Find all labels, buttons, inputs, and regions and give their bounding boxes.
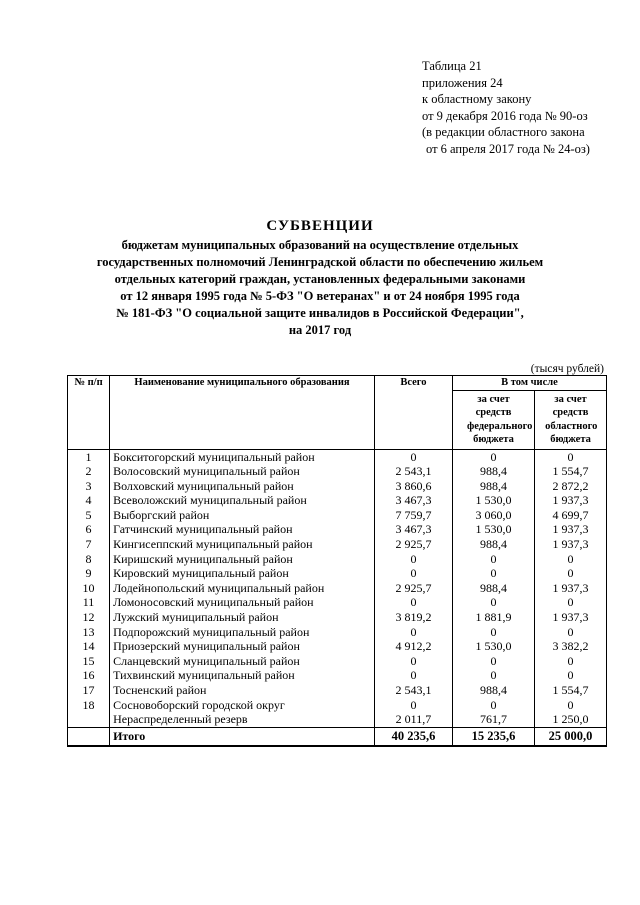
table-row [68,522,607,537]
cell-name: Подпорожский муниципальный район [110,625,375,640]
cell-reg: 0 [535,566,607,581]
cell-reg: 0 [535,654,607,669]
cell-total: 0 [374,552,452,567]
cell-fed: 1 530,0 [452,522,534,537]
cell-reg: 2 872,2 [535,479,607,494]
cell-reg: 1 937,3 [535,610,607,625]
title-line: отдельных категорий граждан, установленных федеральными законами [114,272,526,286]
cell-name: Гатчинский муниципальный район [110,522,375,537]
annotation-line: к областному закону [422,92,532,106]
cell-total: 4 912,2 [374,639,452,654]
cell-fed: 1 530,0 [452,493,534,508]
title-line: от 12 января 1995 года № 5-ФЗ "О ветеранах" и от 24 ноября 1995 года [120,289,520,303]
title-line: № 181-ФЗ "О социальной защите инвалидов в Российской Федерации", [116,306,524,320]
table-row [68,668,607,683]
cell-name: Лодейнопольский муниципальный район [110,581,375,596]
table-row [68,683,607,698]
table-row [68,464,607,479]
cell-reg: 0 [535,668,607,683]
cell-num: 4 [68,493,110,508]
cell-total: 0 [374,595,452,610]
cell-reg: 4 699,7 [535,508,607,523]
cell-num: 2 [68,464,110,479]
cell-fed: 0 [452,449,534,464]
table-row [68,639,607,654]
cell-reg: 1 937,3 [535,581,607,596]
cell-fed: 988,4 [452,683,534,698]
header-num: № п/п [68,376,110,450]
cell-num: 17 [68,683,110,698]
table-row [68,610,607,625]
cell-reg: 1 554,7 [535,464,607,479]
units-label: (тысяч рублей) [530,363,604,375]
table-row [68,581,607,596]
cell-num: 3 [68,479,110,494]
cell-total: 7 759,7 [374,508,452,523]
cell-total: 3 860,6 [374,479,452,494]
cell-total: 0 [374,668,452,683]
table-row [68,698,607,713]
cell-reg: 0 [535,552,607,567]
table-row [68,449,607,464]
cell-fed: 0 [452,566,534,581]
cell-reg: 1 937,3 [535,522,607,537]
cell-name: Бокситогорский муниципальный район [110,449,375,464]
cell-num: 18 [68,698,110,713]
cell-fed: 0 [452,698,534,713]
cell-fed: 0 [452,668,534,683]
table-row [68,493,607,508]
cell-fed: 0 [452,595,534,610]
cell-name: Всеволожский муниципальный район [110,493,375,508]
cell-name: Сланцевский муниципальный район [110,654,375,669]
table-row [68,552,607,567]
table-row [68,508,607,523]
cell-num: 15 [68,654,110,669]
cell-num: 1 [68,449,110,464]
cell-total: 3 467,3 [374,522,452,537]
total-cell-empty [68,727,110,746]
title-main: СУБВЕНЦИИ [266,218,374,234]
cell-fed: 3 060,0 [452,508,534,523]
cell-reg: 1 937,3 [535,537,607,552]
table-row [68,625,607,640]
table-row [68,654,607,669]
cell-name: Ломоносовский муниципальный район [110,595,375,610]
cell-fed: 0 [452,654,534,669]
cell-fed: 1 530,0 [452,639,534,654]
cell-fed: 988,4 [452,479,534,494]
table-row [68,595,607,610]
cell-name: Кировский муниципальный район [110,566,375,581]
cell-fed: 988,4 [452,581,534,596]
table-row [68,712,607,727]
subsidies-table [67,375,607,747]
total-cell-label: Итого [110,727,375,746]
table-body [68,449,607,746]
cell-num: 12 [68,610,110,625]
cell-num: 14 [68,639,110,654]
cell-fed: 988,4 [452,464,534,479]
header-total: Всего [374,376,452,450]
cell-name: Тосненский район [110,683,375,698]
cell-reg: 0 [535,449,607,464]
cell-reg: 1 554,7 [535,683,607,698]
cell-total: 0 [374,654,452,669]
cell-num [68,712,110,727]
cell-fed: 1 881,9 [452,610,534,625]
cell-fed: 0 [452,552,534,567]
cell-total: 2 925,7 [374,537,452,552]
cell-reg: 0 [535,698,607,713]
header-group: В том числе [452,376,606,391]
header-name: Наименование муниципального образования [110,376,375,450]
cell-total: 2 925,7 [374,581,452,596]
cell-name: Лужский муниципальный район [110,610,375,625]
cell-num: 9 [68,566,110,581]
table-row [68,479,607,494]
cell-name: Выборгский район [110,508,375,523]
title-line: на 2017 год [288,323,352,337]
annotation-line: (в редакции областного закона [422,125,585,139]
annotation-line: Таблица 21 [422,59,482,73]
cell-name: Нераспределенный резерв [110,712,375,727]
cell-reg: 1 937,3 [535,493,607,508]
cell-reg: 3 382,2 [535,639,607,654]
cell-num: 16 [68,668,110,683]
cell-reg: 0 [535,625,607,640]
cell-name: Приозерский муниципальный район [110,639,375,654]
annotation-line: от 6 апреля 2017 года № 24-оз) [426,141,590,156]
header-regional: за счет средств областного бюджета [535,390,607,449]
cell-name: Кингисеппский муниципальный район [110,537,375,552]
title-line: бюджетам муниципальных образований на осуществление отдельных [121,238,519,252]
table-row [68,537,607,552]
cell-name: Волосовский муниципальный район [110,464,375,479]
cell-num: 7 [68,537,110,552]
cell-num: 6 [68,522,110,537]
cell-total: 3 467,3 [374,493,452,508]
cell-reg: 1 250,0 [535,712,607,727]
total-cell-fed: 15 235,6 [452,727,534,746]
cell-total: 2 543,1 [374,683,452,698]
cell-total: 0 [374,625,452,640]
header-federal: за счет средств федерального бюджета [452,390,534,449]
cell-name: Тихвинский муниципальный район [110,668,375,683]
cell-total: 2 011,7 [374,712,452,727]
cell-total: 2 543,1 [374,464,452,479]
cell-reg: 0 [535,595,607,610]
total-cell-total: 40 235,6 [374,727,452,746]
cell-name: Киришский муниципальный район [110,552,375,567]
annotation-line: от 9 декабря 2016 года № 90-оз [422,108,588,123]
cell-fed: 0 [452,625,534,640]
cell-num: 5 [68,508,110,523]
document-title [60,218,580,339]
cell-total: 0 [374,698,452,713]
cell-fed: 988,4 [452,537,534,552]
cell-num: 13 [68,625,110,640]
annotation-line: приложения 24 [422,75,503,90]
title-line: государственных полномочий Ленинградской области по обеспечению жильем [96,255,544,269]
table-row [68,566,607,581]
total-cell-reg: 25 000,0 [535,727,607,746]
cell-num: 11 [68,595,110,610]
cell-num: 10 [68,581,110,596]
cell-total: 3 819,2 [374,610,452,625]
cell-total: 0 [374,566,452,581]
cell-num: 8 [68,552,110,567]
cell-name: Сосновоборский городской округ [110,698,375,713]
cell-fed: 761,7 [452,712,534,727]
cell-name: Волховский муниципальный район [110,479,375,494]
document-annotation [422,58,590,157]
total-row [68,727,607,746]
cell-total: 0 [374,449,452,464]
